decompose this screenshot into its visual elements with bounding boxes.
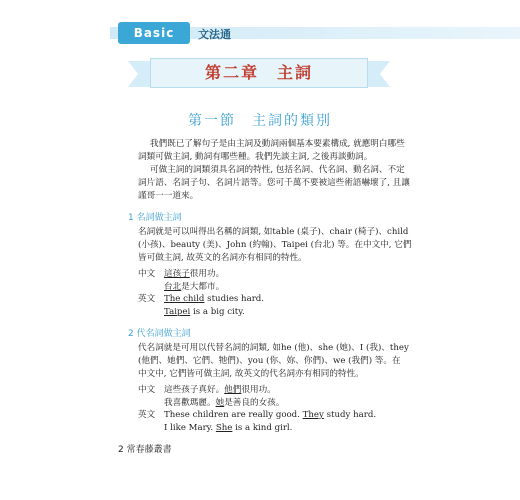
subject-underlined: 這孩子 bbox=[164, 269, 190, 279]
example-label-en: 英文 bbox=[138, 410, 156, 420]
example-text: 很用功。 bbox=[189, 269, 225, 279]
page-footer: 2 常春藤叢書 bbox=[118, 445, 172, 455]
example-line bbox=[164, 422, 292, 435]
subject-underlined: The child bbox=[164, 294, 205, 304]
example-line bbox=[164, 293, 264, 306]
subject-underlined: 她 bbox=[215, 397, 225, 408]
sub1-para-line: 皆可做主詞, 故英文的名詞亦有相同的特性。 bbox=[138, 253, 307, 263]
intro-line: 詞片語、名詞子句、名詞片語等。您可千萬不要被這些術語嚇壞了, 且讓 bbox=[138, 178, 410, 188]
intro-line: 詞類可做主詞, 動詞有哪些種。我們先談主詞, 之後再談動詞。 bbox=[138, 152, 373, 162]
subheading-pronoun: 2 代名詞做主詞 bbox=[128, 329, 191, 339]
section-title: 第一節 主詞的類別 bbox=[188, 113, 332, 129]
chapter-title: 第二章 主詞 bbox=[204, 63, 313, 82]
example-label-zh: 中文 bbox=[138, 385, 156, 395]
example-text: 是善良的女孩。 bbox=[224, 397, 285, 408]
example-text: is a kind girl. bbox=[232, 422, 293, 433]
sub2-para-line: (他們、她們、它們、牠們)、you (你、妳、你們)、we (我們) 等。在 bbox=[138, 356, 401, 366]
example-label-en: 英文 bbox=[138, 294, 156, 304]
example-text: I like Mary. bbox=[164, 422, 216, 433]
example-label-zh: 中文 bbox=[138, 269, 156, 279]
sub2-para-line: 中文中, 它們皆可做主詞, 故英文的代名詞亦有相同的特性。 bbox=[138, 369, 364, 379]
example-text: studies hard. bbox=[204, 294, 265, 304]
sub1-para-line: (小孩)、beauty (美)、John (約翰)、Taipei (台北) 等。在中文中, 它們 bbox=[138, 240, 412, 250]
series-logo: Basic bbox=[118, 22, 190, 44]
chapter-banner bbox=[128, 58, 390, 88]
example-line bbox=[164, 268, 224, 281]
example-line bbox=[164, 409, 376, 422]
example-text: 是大都市。 bbox=[181, 281, 225, 292]
example-text: 我喜歡瑪麗。 bbox=[164, 397, 216, 408]
example-line bbox=[164, 281, 224, 294]
sub1-para-line: 名詞就是可以叫得出名稱的詞類, 如table (桌子)、chair (椅子)、child bbox=[138, 227, 409, 237]
subheading-noun: 1 名詞做主詞 bbox=[128, 213, 182, 223]
intro-line: 可做主詞的詞類須具名詞的特性, 包括名詞、代名詞、動名詞、不定 bbox=[150, 165, 405, 175]
subject-underlined: 他們 bbox=[224, 385, 242, 395]
subject-underlined: Taipei bbox=[164, 306, 191, 317]
book-title: 文法通 bbox=[198, 28, 231, 41]
subject-underlined: They bbox=[302, 410, 324, 420]
example-line bbox=[164, 306, 245, 319]
intro-line: 我們既已了解句子是由主詞及動詞兩個基本要素構成, 就應明白哪些 bbox=[150, 139, 405, 149]
intro-line: 謹哥一一道來。 bbox=[138, 191, 199, 201]
example-text: study hard. bbox=[323, 410, 377, 420]
example-text: 這些孩子真好。 bbox=[164, 385, 225, 395]
example-line bbox=[164, 384, 276, 397]
example-text: is a big city. bbox=[190, 306, 245, 317]
sub2-para-line: 代名詞就是可用以代替名詞的詞類, 如he (他)、she (她)、I (我)、they bbox=[138, 343, 409, 353]
running-header bbox=[0, 22, 520, 44]
subject-underlined: 台北 bbox=[164, 281, 182, 292]
example-line bbox=[164, 397, 284, 410]
example-text: 很用功。 bbox=[241, 385, 276, 395]
example-text: These children are really good. bbox=[164, 410, 303, 420]
subject-underlined: She bbox=[215, 422, 233, 433]
